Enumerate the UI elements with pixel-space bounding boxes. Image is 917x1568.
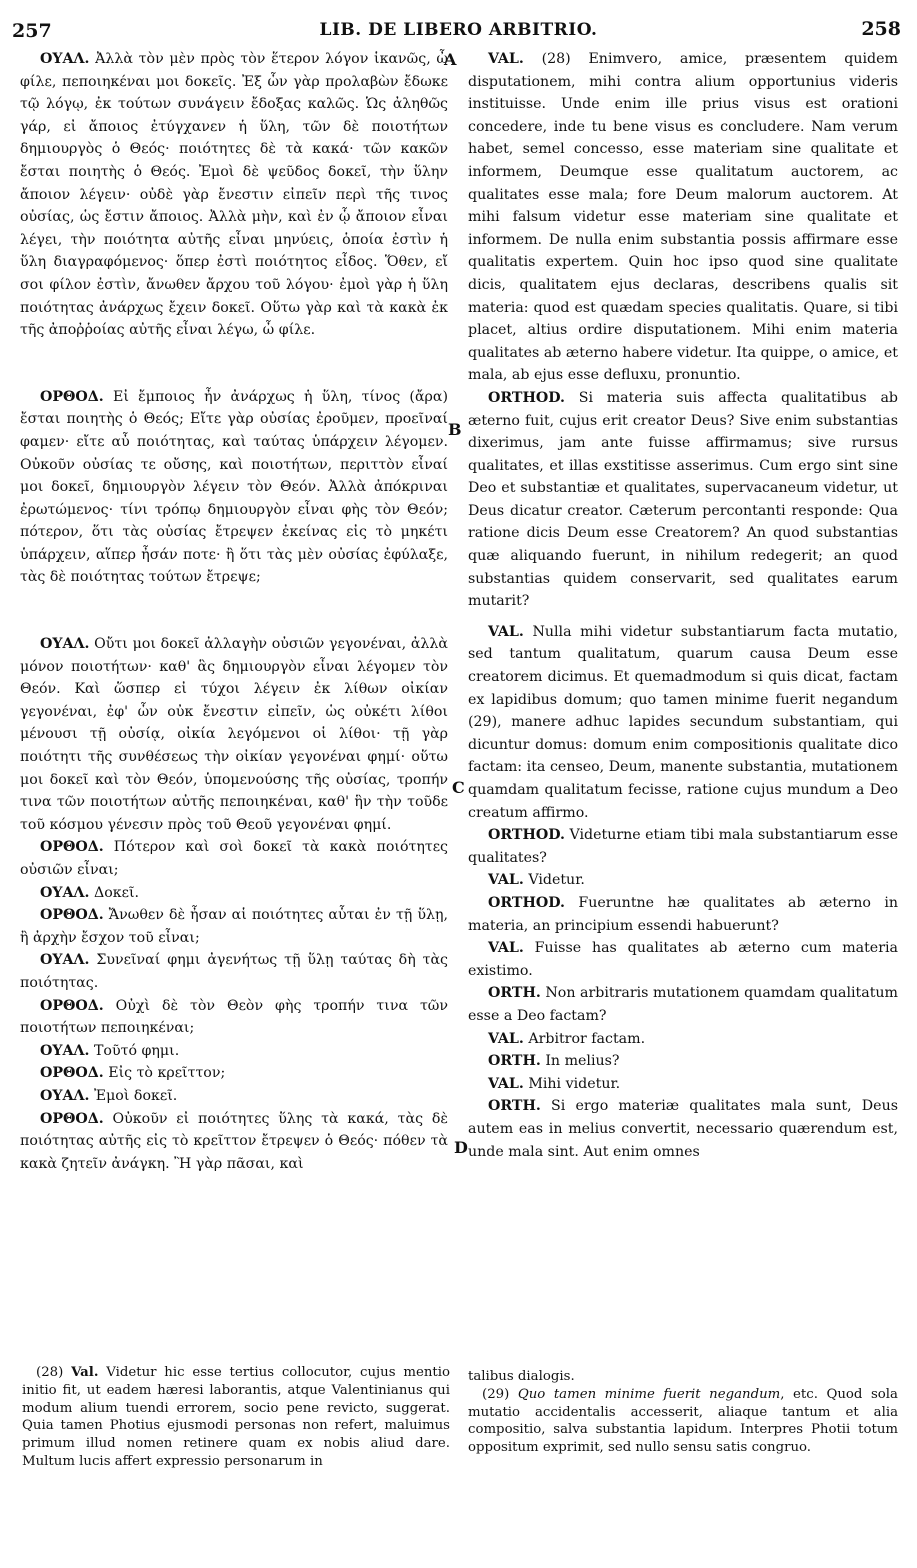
speaker-label: ORTH.: [488, 985, 541, 1002]
margin-letter-c: C: [452, 778, 465, 797]
speaker-label: VAL.: [488, 1030, 524, 1047]
latin-paragraph: [468, 1028, 898, 1051]
dialogue-text: Συνεῖναί φημι ἀγενήτως τῇ ὕλῃ ταύτας δὴ τὰς ποιότητας.: [20, 952, 448, 991]
speaker-label: ΟΥΑΛ.: [40, 884, 90, 901]
dialogue-text: Fueruntne hæ qualitates ab æterno in materia, an principium essendi habuerunt?: [468, 894, 898, 934]
margin-letter-b: B: [448, 420, 462, 439]
greek-paragraph: [20, 386, 448, 589]
speaker-label: VAL.: [488, 1075, 524, 1092]
footnote-text: Videtur hic esse tertius collocutor, cujus mentio initio fit, ut eadem hæresi laborantis, atque Valentinianus qui modum alium tuendi errorem, socio pene revicto, suggerat. Quia tamen Photius ejusmodi personas non refert, maluimus primum illud nomen retinere quam ex nobis aliud dare. Multum lucis affert expressio personarum in: [22, 1365, 450, 1469]
latin-paragraph: [468, 1095, 898, 1163]
dialogue-text: Ἐμοὶ δοκεῖ.: [89, 1087, 178, 1104]
speaker-label: ΟΥΑΛ.: [40, 1042, 90, 1059]
speaker-label: ΟΡΘΟΔ.: [40, 1065, 104, 1082]
dialogue-text: Εἰ ἔμποιος ἦν ἀνάρχως ἡ ὕλη, τίνος (ἄρα) ἔσται ποιητὴς ὁ Θεός; Εἴτε γὰρ οὐσίας ἐροῦμεν, προεῖναί φαμεν· εἴτε αὖ ποιότητας, καὶ ταύτας ὑπάρχειν λέγομεν. Οὐκοῦν οὐσίας τε οὔσης, καὶ ποιοτήτων, περιττὸν εἶναί μοι δοκεῖ, δημιουργὸν λέγειν τὸν Θεόν. Ἀλλὰ ἀπόκριναι ἐρωτώμενος· τίνι τρόπῳ δημιουργὸν εἶναι φὴς τὸν Θεόν; πότερον, ὅτι τὰς οὐσίας ἔτρεψεν ἐκείνας εἰς τὸ μηκέτι ὑπάρχειν, αἵπερ ἦσάν ποτε· ἢ ὅτι τὰς μὲν οὐσίας ἐφύλαξε, τὰς δὲ ποιότητας τούτων ἔτρεψε;: [20, 388, 448, 586]
dialogue-text: Nulla mihi videtur substantiarum facta mutatio, sed tantum qualitatum, quarum causa Deum esse creatorem dicimus. Et quemadmodum si quis dicat, factam ex lapidibus domum; quo tamen minime fuerit negandum (29), manere adhuc lapides secundum substantiam, qui dicuntur domus: domum enim compositionis qualitate dico factam: ita censeo, Deum, manente substantia, mutationem quamdam qualitatum fecisse, ratione cujus mundum a Deo creatum affirmo.: [468, 623, 898, 821]
dialogue-text: Εἰς τὸ κρεῖττον;: [103, 1065, 226, 1082]
running-title: LIB. DE LIBERO ARBITRIO.: [319, 20, 598, 40]
greek-paragraph: [20, 1085, 448, 1108]
latin-paragraph: [468, 387, 898, 613]
page-number-right: 258: [861, 18, 901, 40]
dialogue-text: Δοκεῖ.: [89, 884, 140, 901]
dialogue-text: Si materia suis affecta qualitatibus ab æterno fuit, cujus erit creator Deus? Sive enim substantias dixerimus, jam ante fuisse affirmamus; sive rursus qualitates, et illas exstitisse asserimus. Cum ergo sint sine Deo et substantiæ et qualitates, supervacaneum videtur, ut Deus dicatur creator. Cæterum percontanti responde: Qua ratione dicis Deum esse Creatorem? An quod substantias quæ aliquando fuerunt, in nihilum redegerit; an quod substantias quidem conservarit, sed qualitates earum mutarit?: [468, 389, 898, 610]
latin-paragraph: [468, 982, 898, 1027]
dialogue-text: Arbitror factam.: [523, 1030, 646, 1047]
dialogue-text: Οὔτι μοι δοκεῖ ἀλλαγὴν οὐσιῶν γεγονέναι, ἀλλὰ μόνον ποιοτήτων· καθ' ἃς δημιουργὸν εἶναι λέγομεν τὸν Θεόν. Καὶ ὥσπερ εἰ τύχοι λέγειν ἐκ λίθων οἰκίαν γεγονέναι, ἐφ' ὧν οὐκ ἔνεστιν εἰπεῖν, ὡς οὐκέτι λίθοι μένουσι τῇ οὐσίᾳ, οἰκία λεγόμενοι οἱ λίθοι· τῇ γὰρ ποιότητι τῆς συνθέσεως τὴν οἰκίαν γεγονέναι φημί· οὕτω μοι δοκεῖ καὶ τὸν Θεόν, ὑπομενούσης τῆς οὐσίας, τροπήν τινα τῶν ποιοτήτων αὐτῆς πεποιηκέναι, καθ' ἣν τὴν τοῦδε τοῦ κόσμου γένεσιν πρὸς τοῦ Θεοῦ γεγονέναι φημί.: [20, 636, 448, 833]
greek-paragraph: [20, 1108, 448, 1176]
dialogue-text: Ἀλλὰ τὸν μὲν πρὸς τὸν ἕτερον λόγον ἱκανῶς, ὦ φίλε, πεποιηκέναι μοι δοκεῖς. Ἐξ ὧν γὰρ προλαβὼν ἔδωκε τῷ λόγῳ, ἐκ τούτων συνάγειν ἔδοξας καλῶς. Ὡς ἀληθῶς γάρ, εἰ ἄποιος ἐτύγχανεν ἡ ὕλη, τῶν δὲ ποιοτήτων δημιουργὸς ὁ Θεός· ποιότητες δὲ τὰ κακά· τῶν κακῶν ἔσται ποιητὴς ὁ Θεός. Ἐμοὶ δὲ ψεῦδος δοκεῖ, τὴν ὕλην ἄποιον λέγειν· οὐδὲ γὰρ ἔνεστιν εἰπεῖν περὶ τῆς τινος οὐσίας, ὡς ἔστιν ἄποιος. Ἀλλὰ μὴν, καὶ ἐν ᾧ ἄποιον εἶναι λέγει, τὴν ποιότητα αὐτῆς εἶναι μηνύεις, ὁποία ἐστὶν ἡ ὕλη διαγραφόμενος· ὅπερ ἐστὶ ποιότητος εἶδος. Ὅθεν, εἴ σοι φίλον ἐστὶν, ἄνωθεν ἄρχου τοῦ λόγου· ἐμοὶ γὰρ ἡ ὕλη ποιότητας ἀνάρχως ἔχειν δοκεῖ. Οὕτω γὰρ καὶ τὰ κακὰ ἐκ τῆς ἀποῤῥοίας αὐτῆς εἶναι λέγω, ὦ φίλε.: [20, 51, 448, 339]
dialogue-text: (28) Enimvero, amice, præsentem quidem disputationem, mihi contra alium opportunius videris instituisse. Unde enim ille prius visus est orationi concedere, inde tu bene visus es concludere. Nam verum habet, semel concesso, esse materiam sine qualitate et informem, Deumque esse qualitatum auctorem, ac qualitates esse mala; fore Deum malorum auctorem. At mihi falsum videtur esse materiam sine qualitate et informem. De nulla enim substantia possis affirmare esse qualitatis expertem. Quin hoc ipso quod sine qualitate dicis, qualitatem ejus declaras, describens qualis sit materia: quod est quædam species qualitatis. Quare, si tibi placet, altius ordire disputationem. Mihi enim materia qualitates ab æterno habere videtur. Ita quippe, o amice, et mala, ab ejus esse defluxu, pronuntio.: [468, 51, 898, 384]
greek-column: [20, 48, 448, 1175]
footnote-lead: Val.: [71, 1365, 99, 1380]
speaker-label: ORTH.: [488, 1053, 541, 1070]
latin-paragraph: [468, 937, 898, 982]
latin-column: [468, 48, 898, 1163]
greek-paragraph: [20, 949, 448, 994]
speaker-label: ΟΥΑΛ.: [40, 1087, 90, 1104]
footnote-text: , etc. Quod sola mutatio accidentalis accesserit, aliaque tantum et alia compositio, salva substantia lapidum. Interpres Photii totum oppositum exprimit, sed nullo sensu satis congruo.: [468, 1386, 898, 1456]
latin-paragraph: [468, 48, 898, 387]
dialogue-text: Non arbitraris mutationem quamdam qualitatum esse a Deo factam?: [468, 985, 898, 1024]
dialogue-text: Τοῦτό φημι.: [89, 1042, 180, 1059]
footnote-28: [22, 1364, 450, 1471]
speaker-label: ΟΡΘΟΔ.: [40, 388, 104, 405]
dialogue-text: Οὐχὶ δὲ τὸν Θεὸν φὴς τροπήν τινα τῶν ποιοτήτων πεποιηκέναι;: [20, 997, 448, 1037]
latin-paragraph: [468, 1073, 898, 1096]
dialogue-text: Videtur.: [523, 872, 585, 889]
speaker-label: ΟΥΑΛ.: [40, 952, 90, 969]
footnotes-left: [22, 1364, 450, 1471]
greek-paragraph: [20, 1040, 448, 1063]
speaker-label: VAL.: [488, 940, 524, 957]
speaker-label: ΟΡΘΟΔ.: [40, 1110, 104, 1127]
speaker-label: ΟΥΑΛ.: [40, 636, 90, 653]
dialogue-text: Fuisse has qualitates ab æterno cum materia existimo.: [468, 940, 898, 979]
dialogue-text: Πότερον καὶ σοὶ δοκεῖ τὰ κακὰ ποιότητες οὐσιῶν εἶναι;: [20, 839, 448, 878]
speaker-label: VAL.: [488, 51, 524, 67]
latin-paragraph: [468, 869, 898, 892]
page-number-left: 257: [12, 20, 52, 42]
dialogue-text: Ἄνωθεν δὲ ἦσαν αἱ ποιότητες αὗται ἐν τῇ ὕλῃ, ἢ ἀρχὴν ἔσχον τοῦ εἶναι;: [20, 907, 448, 946]
greek-paragraph: [20, 904, 448, 949]
speaker-label: ORTHOD.: [488, 894, 565, 911]
greek-paragraph: [20, 633, 448, 836]
greek-paragraph: [20, 48, 448, 342]
greek-paragraph: [20, 882, 448, 905]
footnote-number: (29): [482, 1386, 518, 1402]
dialogue-text: Οὐκοῦν εἰ ποιότητες ὕλης τὰ κακά, τὰς δὲ ποιότητας αὐτῆς εἰς τὸ κρεῖττον ἔτρεψεν ὁ Θεός· πόθεν τὰ κακὰ ζητεῖν ἀνάγκη. Ἢ γὰρ πᾶσαι, καὶ: [20, 1110, 448, 1172]
speaker-label: ORTHOD.: [488, 827, 565, 844]
footnote-lemma: Quo tamen minime fuerit negandum: [517, 1386, 781, 1402]
speaker-label: ΟΡΘΟΔ.: [40, 839, 104, 856]
greek-paragraph: [20, 1062, 448, 1085]
speaker-label: ORTHOD.: [488, 389, 565, 406]
margin-letter-a: A: [444, 50, 457, 69]
greek-paragraph: [20, 836, 448, 881]
latin-paragraph: [468, 1050, 898, 1073]
page-header: [0, 18, 917, 44]
speaker-label: ΟΡΘΟΔ.: [40, 907, 104, 924]
speaker-label: ΟΡΘΟΔ.: [40, 997, 104, 1014]
speaker-label: VAL.: [488, 623, 524, 640]
footnotes-right: [468, 1368, 898, 1457]
latin-paragraph: [468, 892, 898, 937]
greek-paragraph: [20, 995, 448, 1040]
dialogue-text: Videturne etiam tibi mala substantiarum esse qualitates?: [468, 827, 899, 866]
speaker-label: ORTH.: [488, 1098, 541, 1115]
latin-paragraph: [468, 621, 898, 824]
dialogue-text: In melius?: [540, 1053, 620, 1070]
dialogue-text: Mihi videtur.: [523, 1075, 621, 1092]
speaker-label: ΟΥΑΛ.: [40, 51, 90, 67]
footnote-29: [468, 1386, 898, 1457]
margin-letter-d: D: [454, 1138, 468, 1157]
footnote-continuation: talibus dialogis.: [468, 1369, 575, 1384]
speaker-label: VAL.: [488, 872, 524, 889]
footnote-number: (28): [36, 1365, 72, 1380]
latin-paragraph: [468, 824, 898, 869]
dialogue-text: Si ergo materiæ qualitates mala sunt, Deus autem eas in melius convertit, necessario quærendum est, unde mala sint. Aut enim omnes: [468, 1098, 898, 1160]
